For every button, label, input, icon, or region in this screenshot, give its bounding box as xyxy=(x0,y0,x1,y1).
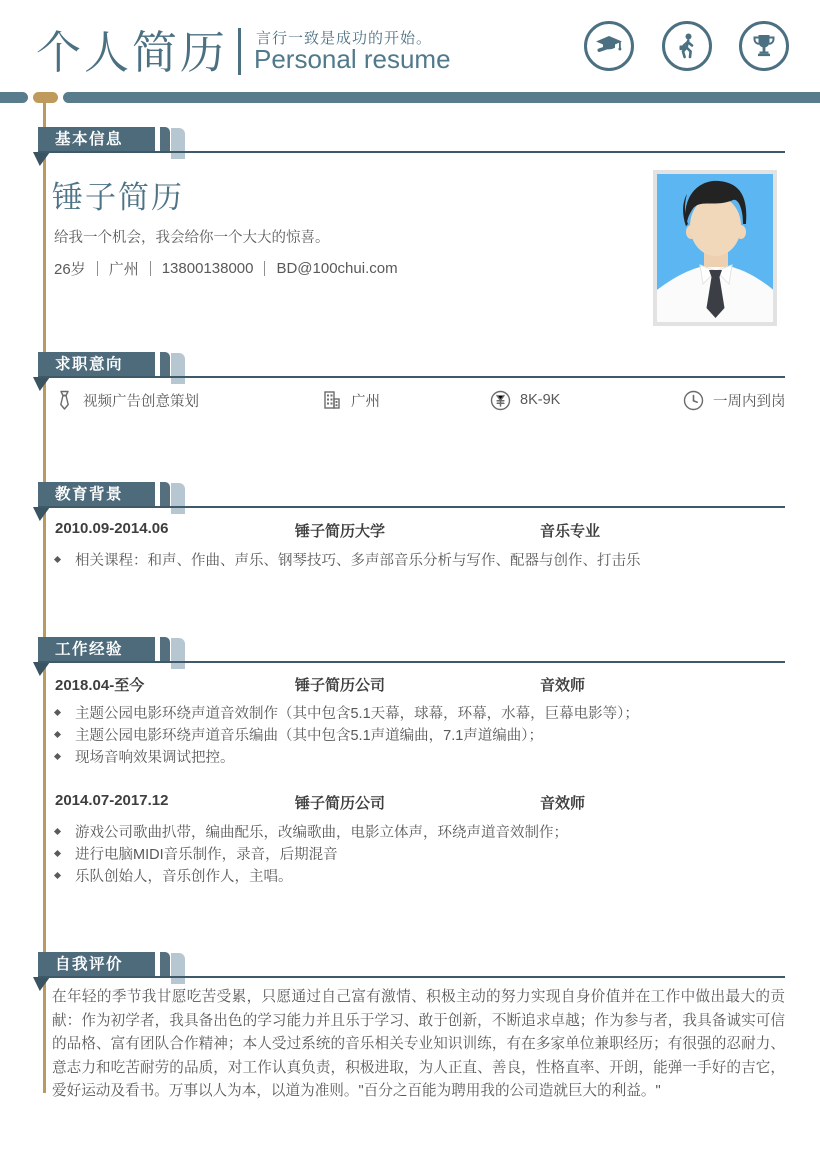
bullet-icon xyxy=(54,872,61,879)
work-bullet xyxy=(55,702,639,723)
info-separator xyxy=(150,261,151,276)
avatar-illustration xyxy=(657,174,773,322)
section-header-self-evaluation: 自我评价 xyxy=(38,952,155,978)
section-rule xyxy=(38,976,785,978)
education-school: 锤子简历大学 xyxy=(295,523,386,540)
clock-icon xyxy=(683,390,704,411)
intent-salary-label: 8K-9K xyxy=(520,392,561,408)
work-bullet-text: 主题公园电影环绕声道音效制作（其中包含5.1天幕，球幕，环幕，水幕，巨幕电影等）； xyxy=(75,706,639,722)
bullet-icon xyxy=(54,556,61,563)
ribbon-echo-light xyxy=(171,128,185,159)
work-entry-row xyxy=(0,674,820,694)
education-bullet-text: 相关课程：和声、作曲、声乐、钢琴技巧、多声部音乐分析与写作、配器与创作、打击乐 xyxy=(75,553,641,569)
section-rule xyxy=(38,506,785,508)
person-name: 锤子简历 xyxy=(52,180,184,215)
work-bullet-text: 主题公园电影环绕声道音乐编曲（其中包含5.1声道编曲，7.1声道编曲）； xyxy=(75,728,544,744)
profile-photo xyxy=(653,170,777,326)
bullet-icon xyxy=(54,850,61,857)
section-header-education: 教育背景 xyxy=(38,482,155,508)
intent-salary xyxy=(490,389,560,411)
ribbon-echo-light xyxy=(171,483,185,514)
intent-city-label: 广州 xyxy=(351,393,380,410)
person-tagline: 给我一个机会，我会给你一个大大的惊喜。 xyxy=(54,230,330,246)
person-email: BD@100chui.com xyxy=(276,260,398,277)
work-bullet xyxy=(55,746,235,767)
work-bullet xyxy=(55,843,338,864)
work-bullet xyxy=(55,724,543,745)
work-role: 音效师 xyxy=(540,677,586,694)
person-city: 广州 xyxy=(108,261,139,278)
top-bar-segment-right xyxy=(63,92,820,103)
work-bullet xyxy=(55,821,568,842)
work-entry-row xyxy=(0,792,820,812)
work-role: 音效师 xyxy=(540,795,586,812)
info-separator xyxy=(97,261,98,276)
section-rule xyxy=(38,376,785,378)
salary-icon xyxy=(490,390,511,411)
ribbon-fold xyxy=(33,152,50,166)
person-age: 26岁 xyxy=(54,261,86,278)
section-rule xyxy=(38,661,785,663)
work-company: 锤子简历公司 xyxy=(295,795,386,812)
intent-availability-label: 一周内到岗 xyxy=(713,393,786,410)
ribbon-echo-dark xyxy=(160,127,170,153)
trophy-icon xyxy=(739,21,789,71)
walking-person-icon xyxy=(662,21,712,71)
ribbon-echo-dark xyxy=(160,352,170,378)
ribbon-echo-light xyxy=(171,953,185,984)
education-major: 音乐专业 xyxy=(540,523,601,540)
work-company: 锤子简历公司 xyxy=(295,677,386,694)
work-period: 2018.04-至今 xyxy=(55,677,145,694)
bullet-icon xyxy=(54,731,61,738)
work-bullet xyxy=(55,865,293,886)
work-bullet-text: 进行电脑MIDI音乐制作，录音，后期混音 xyxy=(75,847,338,863)
intent-position-label: 视频广告创意策划 xyxy=(83,393,199,410)
section-header-basic-info: 基本信息 xyxy=(38,127,155,153)
education-bullet xyxy=(55,549,641,570)
intent-city xyxy=(322,389,380,411)
bullet-icon xyxy=(54,753,61,760)
timeline-line xyxy=(43,100,46,1093)
building-icon xyxy=(322,390,342,410)
top-bar-segment-left xyxy=(0,92,28,103)
education-entry-row xyxy=(0,520,820,540)
ribbon-fold xyxy=(33,507,50,521)
section-header-job-intent: 求职意向 xyxy=(38,352,155,378)
ribbon-echo-dark xyxy=(160,482,170,508)
page-title: 个人简历 xyxy=(36,27,229,78)
ribbon-fold xyxy=(33,977,50,991)
intent-availability xyxy=(683,389,786,411)
work-bullet-text: 现场音响效果调试把控。 xyxy=(75,750,235,766)
header-subtitle-en: Personal resume xyxy=(254,44,451,74)
intent-position xyxy=(55,389,199,411)
tie-icon xyxy=(55,390,74,411)
self-evaluation-text: 在年轻的季节我甘愿吃苦受累，只愿通过自己富有激情、积极主动的努力实现自身价值并在工作中做出最大的贡献：作为初学者，我具备出色的学习能力并且乐于学习、敢于创新，不断追求卓越；作为参与者，我具备诚实可信的品格、富有团队合作精神；本人受过系统的音乐相关专业知识训练，有在多家单位兼职经历；有很强的忍耐力、意志力和吃苦耐劳的品质，对工作认真负责，积极进取，为人正直、善良，性格直率、开朗，能弹一手好的吉它，爱好运动及看书。万事以人为本，以道为准则。"百分之百能为聘用我的公司造就巨大的利益。" xyxy=(52,989,785,1099)
section-rule xyxy=(38,151,785,153)
ribbon-echo-light xyxy=(171,638,185,669)
contact-info-line xyxy=(54,258,398,279)
info-separator xyxy=(264,261,265,276)
graduation-cap-icon xyxy=(584,21,634,71)
ribbon-fold xyxy=(33,377,50,391)
work-bullet-text: 游戏公司歌曲扒带，编曲配乐，改编歌曲，电影立体声，环绕声道音效制作； xyxy=(75,825,568,841)
work-bullet-text: 乐队创始人，音乐创作人，主唱。 xyxy=(75,869,293,885)
person-phone: 13800138000 xyxy=(161,260,254,277)
header-divider xyxy=(238,28,241,75)
bullet-icon xyxy=(54,828,61,835)
ribbon-echo-dark xyxy=(160,637,170,663)
ribbon-echo-dark xyxy=(160,952,170,978)
education-period: 2010.09-2014.06 xyxy=(55,520,169,537)
header-subtitle-cn: 言行一致是成功的开始。 xyxy=(256,30,433,47)
bullet-icon xyxy=(54,709,61,716)
section-header-work: 工作经验 xyxy=(38,637,155,663)
work-period: 2014.07-2017.12 xyxy=(55,792,169,809)
